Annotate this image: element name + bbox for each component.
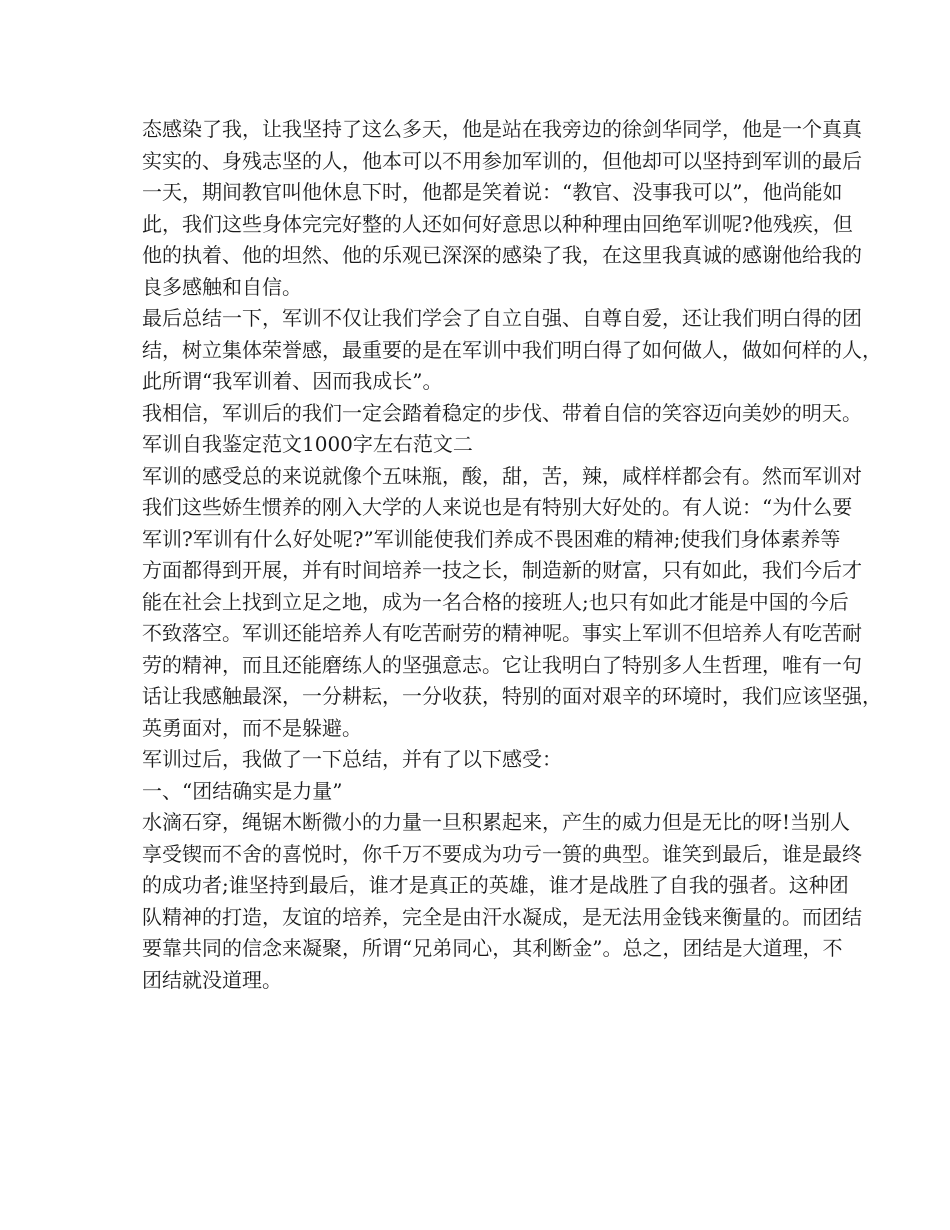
text-line: 军训?军训有什么好处呢?”军训能使我们养成不畏困难的精神;使我们身体素养等 [142,526,841,551]
text-line: 我们这些娇生惯养的刚入大学的人来说也是有特别大好处的。有人说：“为什么要 [142,495,853,519]
text-line: 不致落空。军训还能培养人有吃苦耐劳的精神呢。事实上军训不但培养人有吃苦耐 [142,621,862,645]
text-line: 他的执着、他的坦然、他的乐观已深深的感染了我，在这里我真诚的感谢他给我的 [142,243,862,267]
text-line: 态感染了我，让我坚持了这么多天，他是站在我旁边的徐剑华同学，他是一个真真 [142,117,862,141]
text-line: 的成功者;谁坚持到最后，谁才是真正的英雄，谁才是战胜了自我的强者。这种团 [142,873,849,897]
document-body-text [142,114,882,996]
text-line: 此，我们这些身体完完好整的人还如何好意思以种种理由回绝军训呢?他残疾，但 [142,211,853,236]
subsection-heading: 一、“团结确实是力量” [142,778,343,803]
text-line: 队精神的打造，友谊的培养，完全是由汗水凝成，是无法用金钱来衡量的。而团结 [142,904,862,929]
text-line: 话让我感触最深，一分耕耘，一分收获，特别的面对艰辛的环境时，我们应该坚强， [142,684,882,708]
text-line: 劳的精神，而且还能磨练人的坚强意志。它让我明白了特别多人生哲理，唯有一句 [142,652,862,677]
text-line: 水滴石穿，绳锯木断微小的力量一旦积累起来，产生的威力但是无比的呀!当别人 [142,810,851,834]
text-line: 英勇面对，而不是躲避。 [142,715,362,740]
section-heading: 军训自我鉴定范文1000字左右范文二 [142,432,473,456]
text-line: 此所谓“我军训着、因而我成长”。 [142,369,443,393]
text-line: 享受锲而不舍的喜悦时，你千万不要成为功亏一篑的典型。谁笑到最后，谁是最终 [142,841,862,866]
text-line: 军训的感受总的来说就像个五味瓶，酸，甜，苦，辣，咸样样都会有。然而军训对 [142,463,862,488]
text-line: 要靠共同的信念来凝聚，所谓“兄弟同心，其利断金”。总之，团结是大道理，不 [142,936,843,960]
text-line: 良多感触和自信。 [142,274,302,299]
text-line: 我相信，军训后的我们一定会踏着稳定的步伐、带着自信的笑容迈向美妙的明天。 [142,400,862,425]
text-line: 实实的、身残志坚的人，他本可以不用参加军训的，但他却可以坚持到军训的最后 [142,148,862,173]
text-line: 军训过后，我做了一下总结，并有了以下感受： [142,747,562,771]
text-line: 团结就没道理。 [142,967,282,992]
text-line: 一天，期间教官叫他休息下时，他都是笑着说：“教官、没事我可以”，他尚能如 [142,180,843,204]
text-line: 最后总结一下，军训不仅让我们学会了自立自强、自尊自爱，还让我们明白得的团 [142,306,862,330]
text-line: 能在社会上找到立足之地，成为一名合格的接班人;也只有如此才能是中国的今后 [142,589,849,614]
text-line: 结，树立集体荣誉感，最重要的是在军训中我们明白得了如何做人，做如何样的人， [142,337,882,362]
text-line: 方面都得到开展，并有时间培养一技之长，制造新的财富，只有如此，我们今后才 [142,558,862,582]
